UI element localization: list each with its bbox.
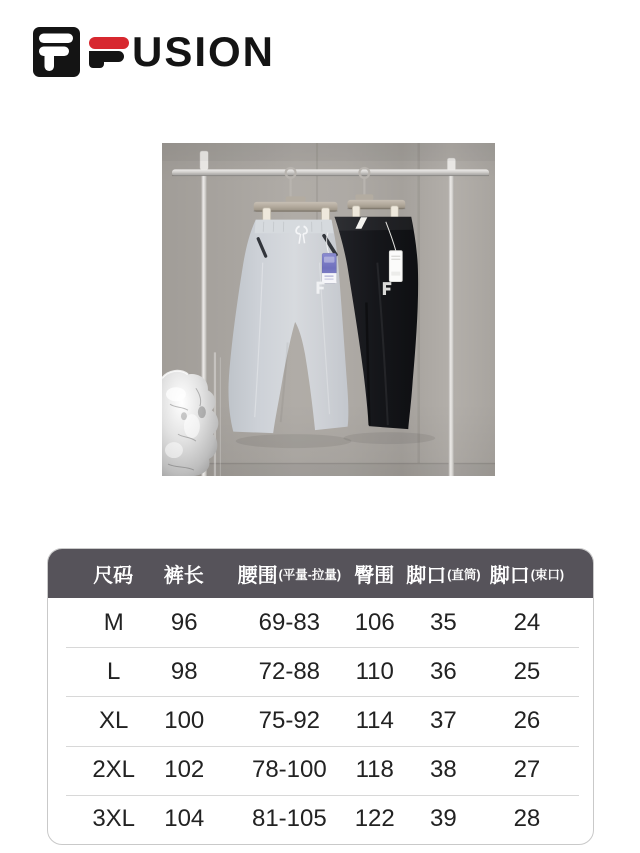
wordmark-text: USION [132, 27, 276, 75]
size-row-3xl: 3XL 104 81-105 122 39 28 [48, 795, 593, 844]
size-chart-body [48, 598, 593, 844]
header-col-hem-straight: 脚口 (直筒) [406, 565, 481, 587]
header-col-length: 裤长 [163, 565, 204, 587]
photo-scene [162, 143, 495, 476]
header-col-hip: 臀围 [354, 565, 395, 587]
fusion-f-midbar [89, 51, 124, 62]
size-chart [47, 548, 594, 845]
product-photo [162, 143, 495, 476]
fusion-f-glyph [89, 37, 130, 68]
fusion-f-red-bar [89, 37, 129, 49]
header-col-waist: 腰围 (平量-拉量) [237, 565, 342, 587]
size-row-2xl: 2XL 102 78-100 118 38 27 [48, 746, 593, 795]
hanger-left [254, 168, 338, 223]
header-col-hem-cuffed: 脚口 (束口) [489, 565, 565, 587]
fila-f-box-logo [33, 27, 80, 77]
size-row-l: L 98 72-88 110 36 25 [48, 647, 593, 696]
rack-right-post [449, 158, 454, 476]
size-chart-header [48, 549, 593, 598]
brand-tag [322, 253, 336, 283]
silver-puffer [162, 352, 221, 476]
fusion-wordmark [89, 27, 275, 77]
rack-top-bar [172, 169, 489, 175]
gray-pants [228, 220, 348, 433]
f-box-icon [33, 27, 80, 77]
size-row-m: M 96 69-83 106 35 24 [103, 608, 541, 636]
hang-tag [389, 251, 402, 282]
brand-logo [33, 27, 275, 77]
header-col-size: 尺码 [93, 565, 134, 587]
size-row-xl: XL 100 75-92 114 37 26 [48, 696, 593, 745]
